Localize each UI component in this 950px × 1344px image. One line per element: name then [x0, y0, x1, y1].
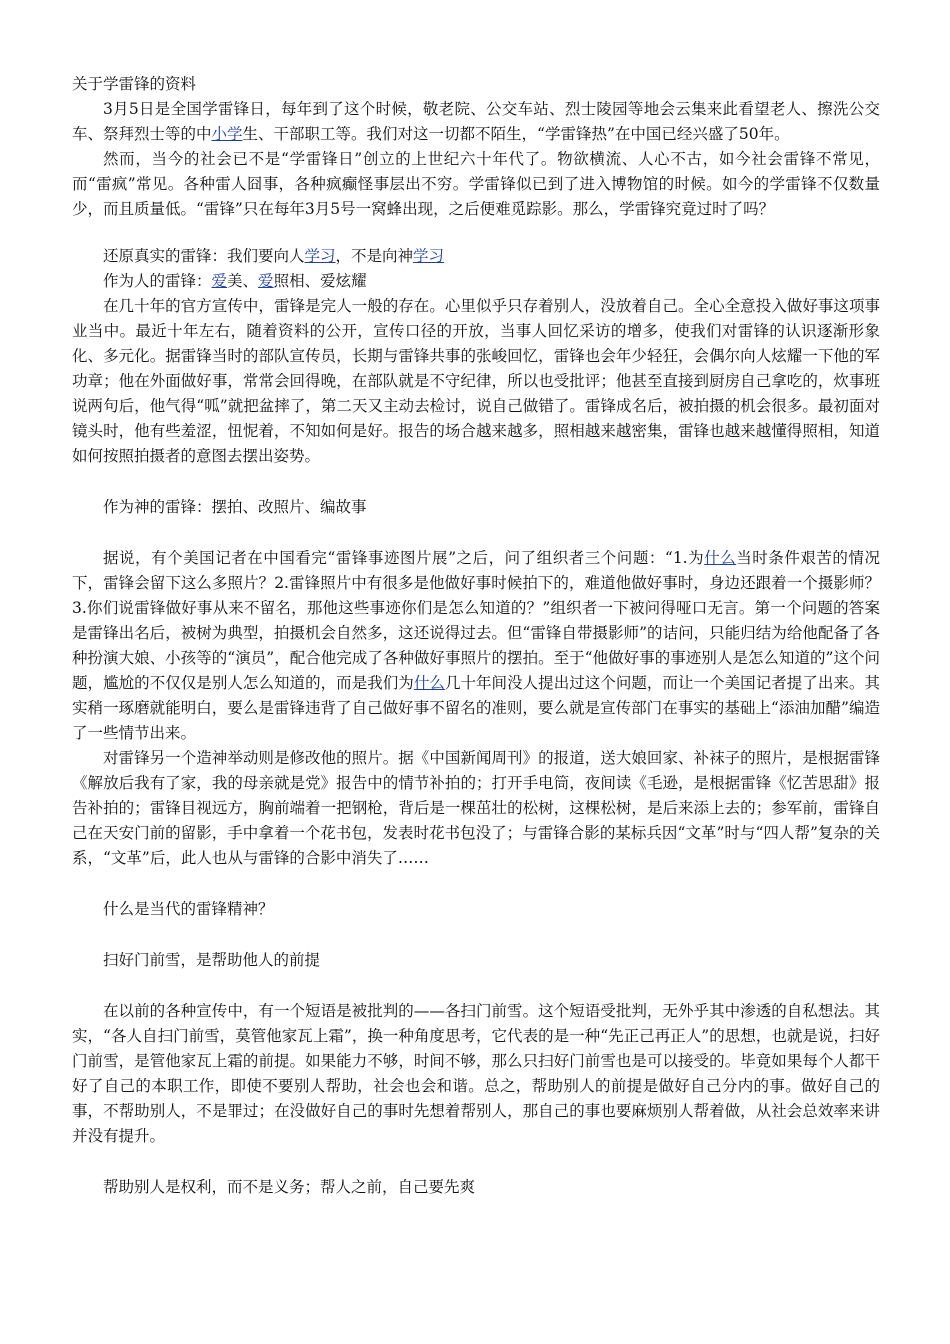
- link-xuexi-2[interactable]: 学习: [413, 247, 445, 265]
- section-heading-helping-right: 帮助别人是权利，而不是义务；帮人之前，自己要先爽: [103, 1178, 476, 1196]
- section-heading-leifeng-as-god: 作为神的雷锋：摆拍、改照片、编故事: [103, 498, 367, 516]
- paragraph-sweep-snow: 在以前的各种宣传中，有一个短语是被批判的——各扫门前雪。这个短语受批判，无外乎其中渗透的自私想法。其实，“各人自扫门前雪，莫管他家瓦上霜”，换一种角度思考，它代表的是一种“先正己再正人”的思想，也就是说，扫好门前雪，是管他家瓦上霜的前提。如果能力不够，时间不够，那么只扫好门前雪也是可以接受的。毕竟如果每个人都干好了自己的本职工作，即使不要别人帮助，社会也会和谐。总之，帮助别人的前提是做好自己分内的事。做好自己的事，不帮助别人，不是罪过；在没做好自己的事时先想着帮别人，那自己的事也要麻烦别人帮着做，从社会总效率来讲并没有提升。: [72, 1002, 880, 1145]
- text-span: ，不是向神: [335, 247, 414, 265]
- text-span: 3月5日是全国学雷锋日，每年到了这个时候，敬老院、公交车站、烈士陵园等地会云集来此看望老人、擦洗公交车、祭拜烈士等的中: [72, 100, 880, 143]
- spacer: [72, 922, 880, 948]
- spacer: [72, 1149, 880, 1175]
- paragraph-american-reporter: [72, 546, 880, 746]
- text-span: 还原真实的雷锋：我们要向人: [103, 247, 305, 265]
- document-page: [72, 72, 880, 1200]
- text-span: 作为人的雷锋：: [103, 272, 212, 290]
- paragraph-intro: [72, 97, 880, 147]
- section-heading-real-leifeng: [72, 244, 880, 269]
- spacer: [72, 222, 880, 244]
- link-shenme-2[interactable]: 什么: [413, 674, 445, 692]
- link-xuexi-1[interactable]: 学习: [304, 247, 336, 265]
- paragraph-photo-editing: 对雷锋另一个造神举动则是修改他的照片。据《中国新闻周刊》的报道，送大娘回家、补袜子的照片，是根据雷锋《解放后我有了家，我的母亲就是党》报告中的情节补拍的；打开手电筒，夜间读《毛逊，是根据雷锋《忆苦思甜》报告补拍的；雷锋目视远方，胸前端着一把钢枪，背后是一棵茁壮的松树，这棵松树，是后来添上去的；参军前，雷锋自己在天安门前的留影，手中拿着一个花书包，发表时花书包没了；与雷锋合影的某标兵因“文革”时与“四人帮”复杂的关系，“文革”后，此人也从与雷锋的合影中消失了……: [72, 749, 880, 867]
- spacer: [72, 973, 880, 999]
- text-span: 当时条件艰苦的情况下，雷锋会留下这么多照片？2.雷锋照片中有很多是他做好事时候拍下的，难道他做好事时，身边还跟着一个摄影师？3.你们说雷锋做好事从来不留名，那他这些事迹你们是怎么知道的？”组织者一下被问得哑口无言。第一个问题的答案是雷锋出名后，被树为典型，拍摄机会自然多，这还说得过去。但“雷锋自带摄影师”的诘问，只能归结为给他配备了各种扮演大娘、小孩等的“演员”，配合他完成了各种做好事照片的摆拍。至于“他做好事的事迹别人是怎么知道的”这个问题，尴尬的不仅仅是别人怎么知道的，而是我们为: [72, 549, 880, 692]
- link-shenme-1[interactable]: 什么: [704, 549, 737, 567]
- document-title: 关于学雷锋的资料: [72, 75, 197, 93]
- text-span: 美、: [227, 272, 259, 290]
- text-span: 照相、爱炫耀: [273, 272, 367, 290]
- text-span: 几十年间没人提出过这个问题，而让一个美国记者提了出来。其实稍一琢磨就能明白，要么是雷锋违背了自己做好事不留名的准则，要么就是宣传部门在事实的基础上“添油加醋”编造了一些情节出来。: [72, 674, 880, 742]
- paragraph-official-propaganda: 在几十年的官方宣传中，雷锋是完人一般的存在。心里似乎只存着别人，没放着自己。全心全意投入做好事这项事业当中。最近十年左右，随着资料的公开，宣传口径的开放，当事人回忆采访的增多，使我们对雷锋的认识逐渐形象化、多元化。据雷锋当时的部队宣传员，长期与雷锋共事的张峻回忆，雷锋也会年少轻狂，会偶尔向人炫耀一下他的军功章；他在外面做好事，常常会回得晚，在部队就是不守纪律，所以也受批评；他甚至直接到厨房自己拿吃的，炊事班说两句后，他气得“呱”就把盆摔了，第二天又主动去检讨，说自己做错了。雷锋成名后，被拍摄的机会很多。最初面对镜头时，他有些羞涩，忸怩着，不知如何是好。报告的场合越来越多，照相越来越密集，雷锋也越来越懂得照相，知道如何按照拍摄者的意图去摆出姿势。: [72, 297, 880, 465]
- spacer: [72, 520, 880, 546]
- spacer: [72, 871, 880, 897]
- spacer: [72, 469, 880, 495]
- link-xiaoxue[interactable]: 小学: [211, 125, 243, 143]
- section-heading-leifeng-as-person: [72, 269, 880, 294]
- text-span: 据说，有个美国记者在中国看完“雷锋事迹图片展”之后，问了组织者三个问题：“1.为: [103, 549, 705, 567]
- section-heading-sweep-snow: 扫好门前雪，是帮助他人的前提: [103, 951, 321, 969]
- paragraph-today: 然而，当今的社会已不是“学雷锋日”创立的上世纪六十年代了。物欲横流、人心不古，如今社会雷锋不常见，而“雷疯”常见。各种雷人囧事，各种疯癫怪事层出不穷。学雷锋似已到了进入博物馆的时候。如今的学雷锋不仅数量少，而且质量低。“雷锋”只在每年3月5号一窝蜂出现，之后便难觅踪影。那么，学雷锋究竟过时了吗？: [72, 150, 880, 218]
- link-ai-1[interactable]: 爱: [211, 272, 228, 290]
- section-heading-modern-spirit: 什么是当代的雷锋精神？: [103, 900, 274, 918]
- link-ai-2[interactable]: 爱: [258, 272, 274, 290]
- text-span: 生、干部职工等。我们对这一切都不陌生，“学雷锋热”在中国已经兴盛了50年。: [242, 125, 790, 143]
